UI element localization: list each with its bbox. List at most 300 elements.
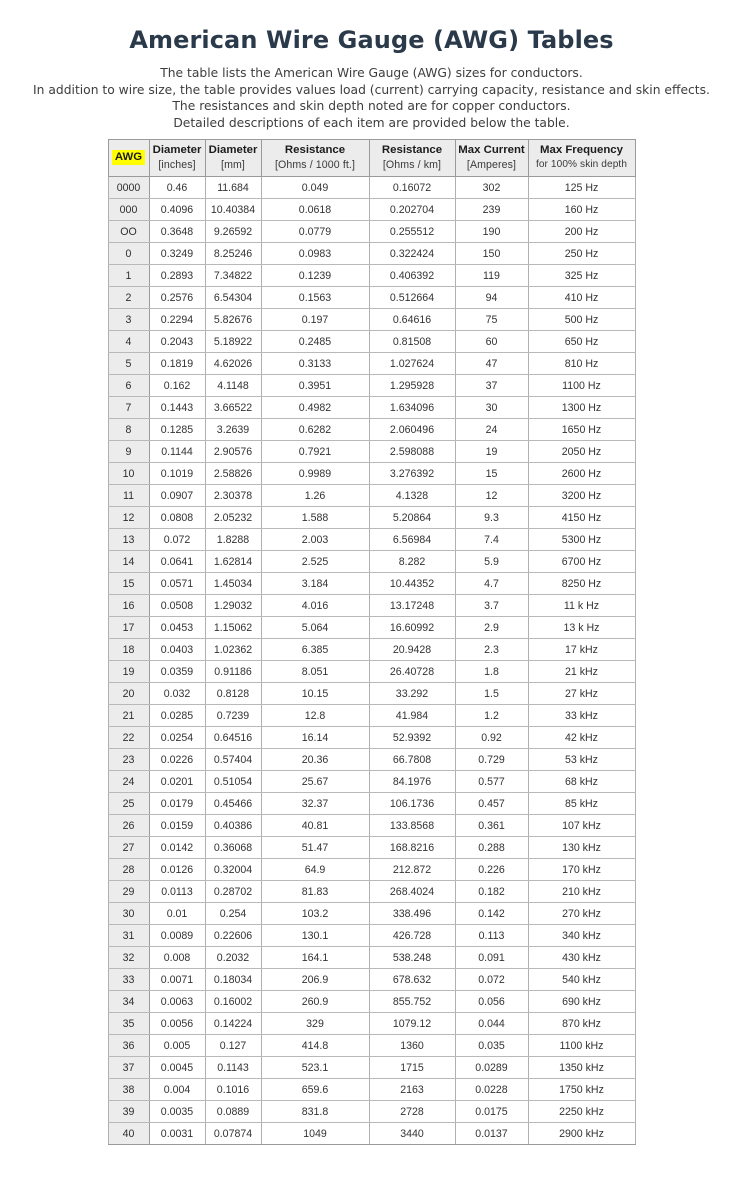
cell-dmm: 2.90576 — [205, 441, 261, 463]
cell-dmm: 0.45466 — [205, 793, 261, 815]
cell-freq: 130 kHz — [528, 837, 635, 859]
cell-freq: 13 k Hz — [528, 617, 635, 639]
cell-dmm: 4.62026 — [205, 353, 261, 375]
cell-dmm: 0.1016 — [205, 1079, 261, 1101]
cell-awg: 29 — [108, 881, 149, 903]
cell-awg: 7 — [108, 397, 149, 419]
cell-awg: OO — [108, 221, 149, 243]
cell-r1000: 12.8 — [261, 705, 369, 727]
cell-r1000: 0.0779 — [261, 221, 369, 243]
cell-din: 0.0641 — [149, 551, 205, 573]
cell-rkm: 20.9428 — [369, 639, 455, 661]
cell-amp: 2.3 — [455, 639, 528, 661]
cell-r1000: 0.3951 — [261, 375, 369, 397]
cell-amp: 94 — [455, 287, 528, 309]
cell-dmm: 0.36068 — [205, 837, 261, 859]
cell-amp: 0.072 — [455, 969, 528, 991]
table-row — [108, 551, 635, 573]
cell-freq: 650 Hz — [528, 331, 635, 353]
cell-awg: 13 — [108, 529, 149, 551]
cell-freq: 2900 kHz — [528, 1123, 635, 1145]
table-row — [108, 683, 635, 705]
cell-freq: 53 kHz — [528, 749, 635, 771]
cell-amp: 3.7 — [455, 595, 528, 617]
cell-r1000: 1.26 — [261, 485, 369, 507]
cell-r1000: 6.385 — [261, 639, 369, 661]
cell-rkm: 338.496 — [369, 903, 455, 925]
cell-awg: 0 — [108, 243, 149, 265]
cell-rkm: 855.752 — [369, 991, 455, 1013]
cell-din: 0.0571 — [149, 573, 205, 595]
cell-freq: 160 Hz — [528, 199, 635, 221]
cell-r1000: 0.0983 — [261, 243, 369, 265]
cell-din: 0.0453 — [149, 617, 205, 639]
cell-dmm: 11.684 — [205, 177, 261, 199]
cell-din: 0.2043 — [149, 331, 205, 353]
cell-din: 0.1144 — [149, 441, 205, 463]
column-unit: [Ohms / km] — [382, 158, 442, 171]
cell-amp: 12 — [455, 485, 528, 507]
cell-r1000: 1.588 — [261, 507, 369, 529]
cell-amp: 190 — [455, 221, 528, 243]
cell-freq: 8250 Hz — [528, 573, 635, 595]
cell-awg: 24 — [108, 771, 149, 793]
table-row — [108, 1101, 635, 1123]
column-unit: [Ohms / 1000 ft.] — [274, 158, 355, 171]
cell-din: 0.0254 — [149, 727, 205, 749]
cell-amp: 0.457 — [455, 793, 528, 815]
cell-dmm: 0.07874 — [205, 1123, 261, 1145]
table-row — [108, 221, 635, 243]
table-row — [108, 507, 635, 529]
description-line-4: Detailed descriptions of each item are provided below the table. — [173, 115, 570, 130]
cell-r1000: 0.1563 — [261, 287, 369, 309]
cell-awg: 11 — [108, 485, 149, 507]
cell-amp: 0.361 — [455, 815, 528, 837]
cell-amp: 37 — [455, 375, 528, 397]
cell-dmm: 5.18922 — [205, 331, 261, 353]
cell-dmm: 1.15062 — [205, 617, 261, 639]
cell-dmm: 2.58826 — [205, 463, 261, 485]
cell-freq: 1100 Hz — [528, 375, 635, 397]
cell-freq: 870 kHz — [528, 1013, 635, 1035]
description-line-1: The table lists the American Wire Gauge (AWG) sizes for conductors. — [160, 66, 583, 80]
cell-dmm: 7.34822 — [205, 265, 261, 287]
cell-freq: 4150 Hz — [528, 507, 635, 529]
cell-amp: 15 — [455, 463, 528, 485]
cell-rkm: 8.282 — [369, 551, 455, 573]
cell-awg: 37 — [108, 1057, 149, 1079]
cell-r1000: 659.6 — [261, 1079, 369, 1101]
cell-amp: 302 — [455, 177, 528, 199]
cell-r1000: 4.016 — [261, 595, 369, 617]
cell-freq: 340 kHz — [528, 925, 635, 947]
table-row — [108, 573, 635, 595]
table-row — [108, 1013, 635, 1035]
cell-dmm: 10.40384 — [205, 199, 261, 221]
cell-din: 0.032 — [149, 683, 205, 705]
table-row — [108, 969, 635, 991]
awg-table — [108, 139, 636, 1145]
cell-dmm: 0.32004 — [205, 859, 261, 881]
cell-awg: 20 — [108, 683, 149, 705]
cell-r1000: 0.0618 — [261, 199, 369, 221]
cell-awg: 9 — [108, 441, 149, 463]
cell-dmm: 0.18034 — [205, 969, 261, 991]
cell-amp: 24 — [455, 419, 528, 441]
cell-amp: 1.5 — [455, 683, 528, 705]
cell-freq: 21 kHz — [528, 661, 635, 683]
cell-rkm: 1.295928 — [369, 375, 455, 397]
cell-amp: 119 — [455, 265, 528, 287]
table-row — [108, 617, 635, 639]
cell-r1000: 81.83 — [261, 881, 369, 903]
cell-din: 0.0359 — [149, 661, 205, 683]
cell-r1000: 2.525 — [261, 551, 369, 573]
cell-r1000: 10.15 — [261, 683, 369, 705]
cell-din: 0.3249 — [149, 243, 205, 265]
cell-din: 0.46 — [149, 177, 205, 199]
cell-r1000: 0.2485 — [261, 331, 369, 353]
awg-table-container — [0, 139, 743, 1145]
cell-awg: 36 — [108, 1035, 149, 1057]
cell-dmm: 1.62814 — [205, 551, 261, 573]
cell-r1000: 164.1 — [261, 947, 369, 969]
cell-r1000: 0.9989 — [261, 463, 369, 485]
cell-r1000: 2.003 — [261, 529, 369, 551]
cell-awg: 6 — [108, 375, 149, 397]
cell-freq: 125 Hz — [528, 177, 635, 199]
cell-dmm: 5.82676 — [205, 309, 261, 331]
cell-din: 0.0159 — [149, 815, 205, 837]
cell-rkm: 0.64616 — [369, 309, 455, 331]
cell-dmm: 0.64516 — [205, 727, 261, 749]
cell-dmm: 0.57404 — [205, 749, 261, 771]
table-row — [108, 265, 635, 287]
column-title: Resistance — [381, 144, 443, 157]
page-description — [0, 65, 743, 131]
cell-amp: 2.9 — [455, 617, 528, 639]
cell-dmm: 8.25246 — [205, 243, 261, 265]
header-row — [108, 140, 635, 177]
cell-r1000: 260.9 — [261, 991, 369, 1013]
table-row — [108, 1057, 635, 1079]
cell-din: 0.1019 — [149, 463, 205, 485]
cell-din: 0.004 — [149, 1079, 205, 1101]
cell-r1000: 8.051 — [261, 661, 369, 683]
cell-dmm: 4.1148 — [205, 375, 261, 397]
column-header-resistance-per-km — [369, 140, 455, 177]
cell-dmm: 0.14224 — [205, 1013, 261, 1035]
cell-rkm: 0.512664 — [369, 287, 455, 309]
cell-rkm: 1360 — [369, 1035, 455, 1057]
cell-din: 0.005 — [149, 1035, 205, 1057]
cell-rkm: 84.1976 — [369, 771, 455, 793]
cell-rkm: 0.255512 — [369, 221, 455, 243]
cell-r1000: 0.3133 — [261, 353, 369, 375]
cell-din: 0.0071 — [149, 969, 205, 991]
cell-dmm: 9.26592 — [205, 221, 261, 243]
cell-r1000: 3.184 — [261, 573, 369, 595]
cell-amp: 239 — [455, 199, 528, 221]
cell-r1000: 0.7921 — [261, 441, 369, 463]
cell-amp: 150 — [455, 243, 528, 265]
cell-dmm: 0.254 — [205, 903, 261, 925]
cell-freq: 1350 kHz — [528, 1057, 635, 1079]
cell-r1000: 32.37 — [261, 793, 369, 815]
cell-r1000: 103.2 — [261, 903, 369, 925]
cell-freq: 540 kHz — [528, 969, 635, 991]
cell-awg: 27 — [108, 837, 149, 859]
cell-rkm: 5.20864 — [369, 507, 455, 529]
cell-freq: 42 kHz — [528, 727, 635, 749]
cell-din: 0.0089 — [149, 925, 205, 947]
cell-din: 0.2893 — [149, 265, 205, 287]
cell-rkm: 212.872 — [369, 859, 455, 881]
cell-rkm: 41.984 — [369, 705, 455, 727]
cell-freq: 27 kHz — [528, 683, 635, 705]
cell-rkm: 2.060496 — [369, 419, 455, 441]
cell-freq: 2250 kHz — [528, 1101, 635, 1123]
cell-rkm: 678.632 — [369, 969, 455, 991]
cell-amp: 75 — [455, 309, 528, 331]
cell-freq: 410 Hz — [528, 287, 635, 309]
table-row — [108, 375, 635, 397]
cell-freq: 1100 kHz — [528, 1035, 635, 1057]
cell-dmm: 1.29032 — [205, 595, 261, 617]
cell-din: 0.01 — [149, 903, 205, 925]
cell-rkm: 4.1328 — [369, 485, 455, 507]
cell-dmm: 1.8288 — [205, 529, 261, 551]
cell-dmm: 3.2639 — [205, 419, 261, 441]
cell-awg: 32 — [108, 947, 149, 969]
cell-rkm: 1079.12 — [369, 1013, 455, 1035]
cell-awg: 000 — [108, 199, 149, 221]
cell-freq: 68 kHz — [528, 771, 635, 793]
cell-amp: 1.2 — [455, 705, 528, 727]
cell-awg: 23 — [108, 749, 149, 771]
cell-dmm: 3.66522 — [205, 397, 261, 419]
cell-r1000: 5.064 — [261, 617, 369, 639]
cell-r1000: 1049 — [261, 1123, 369, 1145]
cell-r1000: 0.4982 — [261, 397, 369, 419]
cell-awg: 17 — [108, 617, 149, 639]
cell-r1000: 206.9 — [261, 969, 369, 991]
cell-r1000: 0.197 — [261, 309, 369, 331]
column-header-diameter-mm — [205, 140, 261, 177]
cell-din: 0.0179 — [149, 793, 205, 815]
cell-r1000: 25.67 — [261, 771, 369, 793]
cell-awg: 31 — [108, 925, 149, 947]
column-header-diameter-inches — [149, 140, 205, 177]
cell-dmm: 0.127 — [205, 1035, 261, 1057]
cell-awg: 18 — [108, 639, 149, 661]
cell-dmm: 0.0889 — [205, 1101, 261, 1123]
page-title: American Wire Gauge (AWG) Tables — [129, 26, 614, 54]
cell-r1000: 0.1239 — [261, 265, 369, 287]
cell-rkm: 66.7808 — [369, 749, 455, 771]
description-line-2: In addition to wire size, the table provides values load (current) carrying capacity, resistance and skin effects. — [33, 82, 710, 97]
cell-dmm: 0.1143 — [205, 1057, 261, 1079]
description-line-3: The resistances and skin depth noted are for copper conductors. — [172, 99, 571, 114]
cell-amp: 0.577 — [455, 771, 528, 793]
cell-r1000: 414.8 — [261, 1035, 369, 1057]
table-row — [108, 1079, 635, 1101]
cell-rkm: 168.8216 — [369, 837, 455, 859]
cell-rkm: 0.202704 — [369, 199, 455, 221]
cell-amp: 47 — [455, 353, 528, 375]
cell-amp: 0.182 — [455, 881, 528, 903]
cell-freq: 325 Hz — [528, 265, 635, 287]
cell-amp: 60 — [455, 331, 528, 353]
cell-amp: 4.7 — [455, 573, 528, 595]
cell-awg: 3 — [108, 309, 149, 331]
cell-dmm: 0.2032 — [205, 947, 261, 969]
table-row — [108, 397, 635, 419]
awg-table-body — [108, 177, 635, 1145]
table-row — [108, 243, 635, 265]
cell-freq: 6700 Hz — [528, 551, 635, 573]
cell-amp: 0.056 — [455, 991, 528, 1013]
cell-r1000: 51.47 — [261, 837, 369, 859]
cell-amp: 0.113 — [455, 925, 528, 947]
table-row — [108, 1123, 635, 1145]
cell-rkm: 3440 — [369, 1123, 455, 1145]
cell-awg: 39 — [108, 1101, 149, 1123]
column-unit: for 100% skin depth — [535, 158, 628, 170]
cell-rkm: 268.4024 — [369, 881, 455, 903]
cell-dmm: 0.40386 — [205, 815, 261, 837]
column-header-resistance-per-1000ft — [261, 140, 369, 177]
cell-din: 0.008 — [149, 947, 205, 969]
cell-freq: 1650 Hz — [528, 419, 635, 441]
table-row — [108, 793, 635, 815]
cell-amp: 5.9 — [455, 551, 528, 573]
cell-rkm: 0.16072 — [369, 177, 455, 199]
table-row — [108, 991, 635, 1013]
table-row — [108, 771, 635, 793]
cell-r1000: 130.1 — [261, 925, 369, 947]
table-row — [108, 705, 635, 727]
cell-freq: 1300 Hz — [528, 397, 635, 419]
cell-dmm: 0.7239 — [205, 705, 261, 727]
cell-r1000: 523.1 — [261, 1057, 369, 1079]
cell-awg: 19 — [108, 661, 149, 683]
cell-din: 0.1443 — [149, 397, 205, 419]
column-header-max-frequency — [528, 140, 635, 177]
table-row — [108, 925, 635, 947]
cell-awg: 14 — [108, 551, 149, 573]
cell-freq: 200 Hz — [528, 221, 635, 243]
column-header-max-current — [455, 140, 528, 177]
cell-din: 0.1285 — [149, 419, 205, 441]
cell-amp: 0.0289 — [455, 1057, 528, 1079]
table-row — [108, 947, 635, 969]
cell-rkm: 6.56984 — [369, 529, 455, 551]
cell-awg: 25 — [108, 793, 149, 815]
cell-awg: 5 — [108, 353, 149, 375]
cell-rkm: 26.40728 — [369, 661, 455, 683]
cell-din: 0.0808 — [149, 507, 205, 529]
cell-rkm: 2728 — [369, 1101, 455, 1123]
column-unit: [inches] — [158, 158, 196, 171]
cell-din: 0.0113 — [149, 881, 205, 903]
column-unit: [mm] — [221, 158, 245, 171]
table-row — [108, 463, 635, 485]
column-header-awg — [108, 140, 149, 177]
cell-din: 0.162 — [149, 375, 205, 397]
cell-din: 0.1819 — [149, 353, 205, 375]
cell-dmm: 1.02362 — [205, 639, 261, 661]
column-title: Max Frequency — [540, 144, 623, 157]
cell-din: 0.0035 — [149, 1101, 205, 1123]
awg-highlight-label: AWG — [112, 150, 145, 165]
cell-rkm: 0.81508 — [369, 331, 455, 353]
cell-rkm: 133.8568 — [369, 815, 455, 837]
cell-awg: 34 — [108, 991, 149, 1013]
cell-din: 0.072 — [149, 529, 205, 551]
cell-r1000: 329 — [261, 1013, 369, 1035]
cell-din: 0.0126 — [149, 859, 205, 881]
cell-rkm: 10.44352 — [369, 573, 455, 595]
cell-freq: 1750 kHz — [528, 1079, 635, 1101]
cell-awg: 16 — [108, 595, 149, 617]
cell-freq: 430 kHz — [528, 947, 635, 969]
cell-rkm: 52.9392 — [369, 727, 455, 749]
cell-rkm: 2163 — [369, 1079, 455, 1101]
cell-amp: 0.226 — [455, 859, 528, 881]
cell-freq: 500 Hz — [528, 309, 635, 331]
cell-r1000: 0.049 — [261, 177, 369, 199]
cell-r1000: 20.36 — [261, 749, 369, 771]
cell-freq: 210 kHz — [528, 881, 635, 903]
cell-awg: 35 — [108, 1013, 149, 1035]
cell-dmm: 0.8128 — [205, 683, 261, 705]
cell-din: 0.0403 — [149, 639, 205, 661]
table-row — [108, 331, 635, 353]
cell-rkm: 16.60992 — [369, 617, 455, 639]
cell-amp: 30 — [455, 397, 528, 419]
table-row — [108, 287, 635, 309]
cell-amp: 0.0175 — [455, 1101, 528, 1123]
cell-freq: 170 kHz — [528, 859, 635, 881]
cell-amp: 0.035 — [455, 1035, 528, 1057]
cell-din: 0.0508 — [149, 595, 205, 617]
cell-din: 0.0056 — [149, 1013, 205, 1035]
cell-freq: 3200 Hz — [528, 485, 635, 507]
cell-dmm: 2.05232 — [205, 507, 261, 529]
cell-din: 0.0201 — [149, 771, 205, 793]
cell-awg: 28 — [108, 859, 149, 881]
column-title: Resistance — [284, 144, 346, 157]
cell-r1000: 16.14 — [261, 727, 369, 749]
cell-amp: 0.0137 — [455, 1123, 528, 1145]
cell-r1000: 0.6282 — [261, 419, 369, 441]
cell-rkm: 1715 — [369, 1057, 455, 1079]
table-row — [108, 859, 635, 881]
cell-r1000: 64.9 — [261, 859, 369, 881]
table-row — [108, 309, 635, 331]
awg-table-head — [108, 140, 635, 177]
cell-awg: 1 — [108, 265, 149, 287]
cell-rkm: 0.406392 — [369, 265, 455, 287]
cell-freq: 107 kHz — [528, 815, 635, 837]
cell-rkm: 1.027624 — [369, 353, 455, 375]
cell-dmm: 1.45034 — [205, 573, 261, 595]
table-row — [108, 639, 635, 661]
cell-din: 0.4096 — [149, 199, 205, 221]
cell-din: 0.0226 — [149, 749, 205, 771]
